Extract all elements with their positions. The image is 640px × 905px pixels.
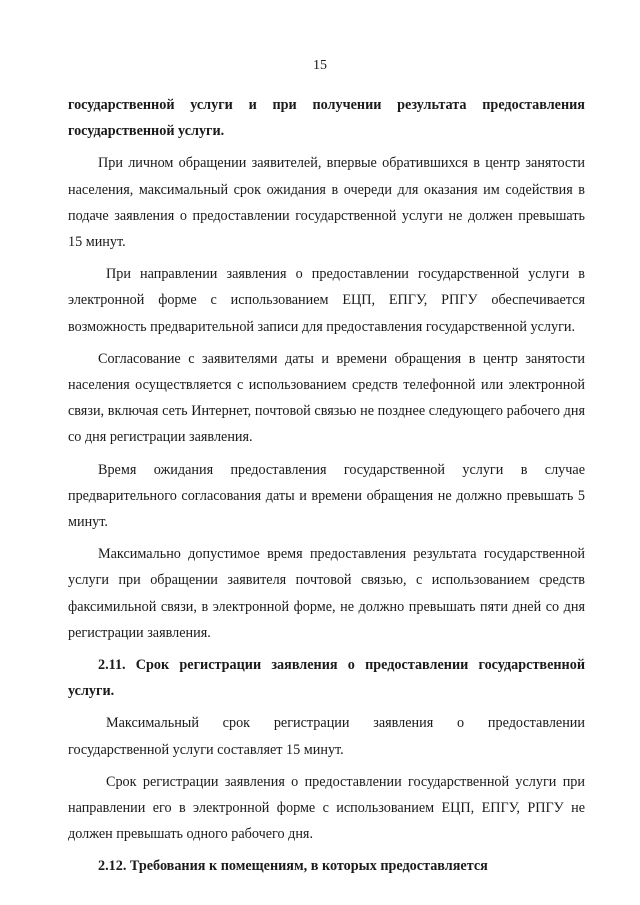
paragraph-electronic-registration: Срок регистрации заявления о предоставлении государственной услуги при направлении его в электронной форме с использованием ЕЦП, ЕПГУ, РПГУ не должен превышать одного рабочего дня.	[68, 773, 585, 843]
section-heading-2-11: 2.11. Срок регистрации заявления о предоставлении государственной услуги.	[68, 657, 585, 700]
paragraph-heading-continued: государственной услуги и при получении результата предоставления государственной услуги.	[68, 97, 585, 140]
paragraph-date-agreement: Согласование с заявителями даты и времени обращения в центр занятости населения осуществляется с использованием средств телефонной или электронной связи, включая сеть Интернет, почтовой связью не позднее следующего рабочего дня со дня регистрации заявления.	[68, 350, 585, 446]
paragraph-max-time: Максимально допустимое время предоставления результата государственной услуги при обращении заявителя почтовой связью, с использованием средств факсимильной связи, в электронной форме, не должно превышать пяти дней со дня регистрации заявления.	[68, 546, 585, 641]
paragraph-waiting-time: Время ожидания предоставления государственной услуги в случае предварительного согласования даты и времени обращения не должно превышать 5 минут.	[68, 461, 585, 531]
page-number: 15	[313, 58, 327, 73]
paragraph-electronic-form: При направлении заявления о предоставлении государственной услуги в электронной форме с использованием ЕЦП, ЕПГУ, РПГУ обеспечивается возможность предварительной записи для предоставления государственной услуги.	[68, 266, 585, 335]
paragraph-registration-time: Максимальный срок регистрации заявления о предоставлении государственной услуги составляет 15 минут.	[68, 715, 585, 758]
document-body	[68, 92, 585, 886]
paragraph-personal-visit: При личном обращении заявителей, впервые обратившихся в центр занятости населения, максимальный срок ожидания в очереди для оказания им содействия в подаче заявления о предоставлении государственной услуги не должен превышать 15 минут.	[68, 155, 585, 251]
section-heading-2-12: 2.12. Требования к помещениям, в которых предоставляется	[98, 858, 488, 875]
